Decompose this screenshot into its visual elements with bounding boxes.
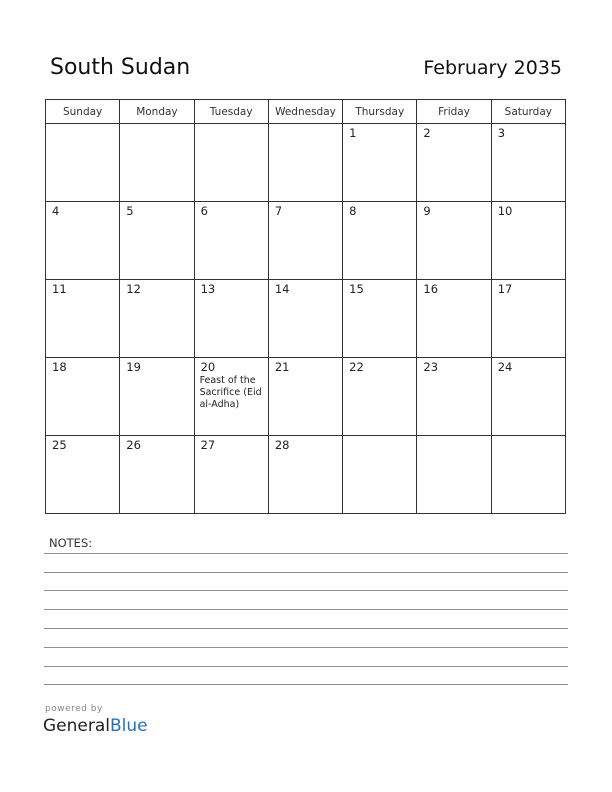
day-number: 27 xyxy=(200,438,216,452)
day-number: 22 xyxy=(349,360,364,374)
day-cell xyxy=(417,202,491,280)
day-number: 3 xyxy=(497,126,506,140)
day-number: 5 xyxy=(126,204,134,218)
day-number xyxy=(46,124,119,126)
day-number: 8 xyxy=(349,204,357,218)
day-cell xyxy=(343,436,417,514)
day-cell xyxy=(194,436,268,514)
day-cell xyxy=(268,280,342,358)
day-number: 12 xyxy=(126,282,141,296)
day-number: 24 xyxy=(497,360,513,374)
day-number: 21 xyxy=(274,360,290,374)
day-cell xyxy=(46,436,120,514)
day-number xyxy=(269,124,342,126)
week-row xyxy=(46,436,566,514)
country-title: South Sudan xyxy=(50,55,191,80)
day-number: 25 xyxy=(52,438,67,452)
day-cell xyxy=(343,124,417,202)
weekday-friday: Friday xyxy=(417,100,491,124)
day-number: 2 xyxy=(423,126,431,140)
day-number xyxy=(343,436,416,438)
day-number: 4 xyxy=(52,204,60,218)
day-number: 9 xyxy=(423,204,431,218)
day-number: 28 xyxy=(274,438,290,452)
day-cell xyxy=(120,202,194,280)
day-cell xyxy=(417,124,491,202)
day-number: 17 xyxy=(497,282,513,296)
week-row xyxy=(46,202,566,280)
day-cell xyxy=(120,280,194,358)
note-line xyxy=(44,666,568,667)
weekday-saturday: Saturday xyxy=(491,100,565,124)
day-number: 1 xyxy=(349,126,357,140)
day-number: 11 xyxy=(52,282,67,296)
day-cell xyxy=(491,436,565,514)
day-cell xyxy=(491,202,565,280)
day-cell xyxy=(194,280,268,358)
note-line xyxy=(44,647,568,648)
week-row xyxy=(46,124,566,202)
day-cell xyxy=(417,280,491,358)
day-number: 13 xyxy=(200,282,216,296)
day-number: 19 xyxy=(126,360,141,374)
day-cell xyxy=(120,358,194,436)
day-number: 16 xyxy=(423,282,439,296)
note-line xyxy=(44,572,568,573)
day-number xyxy=(417,436,490,438)
day-number: 6 xyxy=(200,204,208,218)
note-line xyxy=(44,553,568,554)
brand-general: General xyxy=(43,716,110,736)
day-number: 15 xyxy=(349,282,364,296)
day-number: 7 xyxy=(274,204,283,218)
weekday-tuesday: Tuesday xyxy=(194,100,268,124)
day-number: 10 xyxy=(497,204,513,218)
weekday-thursday: Thursday xyxy=(343,100,417,124)
calendar-grid xyxy=(45,99,566,514)
day-number: 14 xyxy=(274,282,290,296)
day-cell xyxy=(194,202,268,280)
brand-blue: Blue xyxy=(110,716,148,736)
day-number: 20 xyxy=(200,360,216,374)
note-line xyxy=(44,590,568,591)
holiday-label: Feast of the Sacrifice (Eid al-Adha) xyxy=(199,375,262,410)
day-cell xyxy=(120,124,194,202)
day-number xyxy=(492,436,565,438)
day-cell xyxy=(343,202,417,280)
day-cell xyxy=(343,358,417,436)
day-cell xyxy=(120,436,194,514)
notes-label: NOTES: xyxy=(49,536,93,550)
day-cell xyxy=(46,124,120,202)
powered-by-text: powered by xyxy=(45,704,103,714)
day-cell xyxy=(46,358,120,436)
day-cell-holiday xyxy=(194,358,268,436)
brand-logo xyxy=(43,716,148,736)
day-cell xyxy=(46,202,120,280)
day-number xyxy=(195,124,268,126)
day-cell xyxy=(417,436,491,514)
weekday-wednesday: Wednesday xyxy=(268,100,342,124)
day-number xyxy=(120,124,193,126)
day-cell xyxy=(491,124,565,202)
day-number: 26 xyxy=(126,438,141,452)
day-cell xyxy=(46,280,120,358)
day-cell xyxy=(417,358,491,436)
day-cell xyxy=(268,124,342,202)
note-line xyxy=(44,684,568,685)
week-row xyxy=(46,280,566,358)
day-number: 23 xyxy=(423,360,439,374)
day-cell xyxy=(194,124,268,202)
day-cell xyxy=(491,280,565,358)
weekday-sunday: Sunday xyxy=(46,100,120,124)
day-cell xyxy=(343,280,417,358)
note-line xyxy=(44,628,568,629)
weekday-monday: Monday xyxy=(120,100,194,124)
note-line xyxy=(44,609,568,610)
day-number: 18 xyxy=(52,360,67,374)
day-cell xyxy=(491,358,565,436)
month-year-title: February 2035 xyxy=(423,57,562,79)
week-row xyxy=(46,358,566,436)
day-cell xyxy=(268,358,342,436)
weekday-header-row xyxy=(46,100,566,124)
day-cell xyxy=(268,202,342,280)
day-cell xyxy=(268,436,342,514)
